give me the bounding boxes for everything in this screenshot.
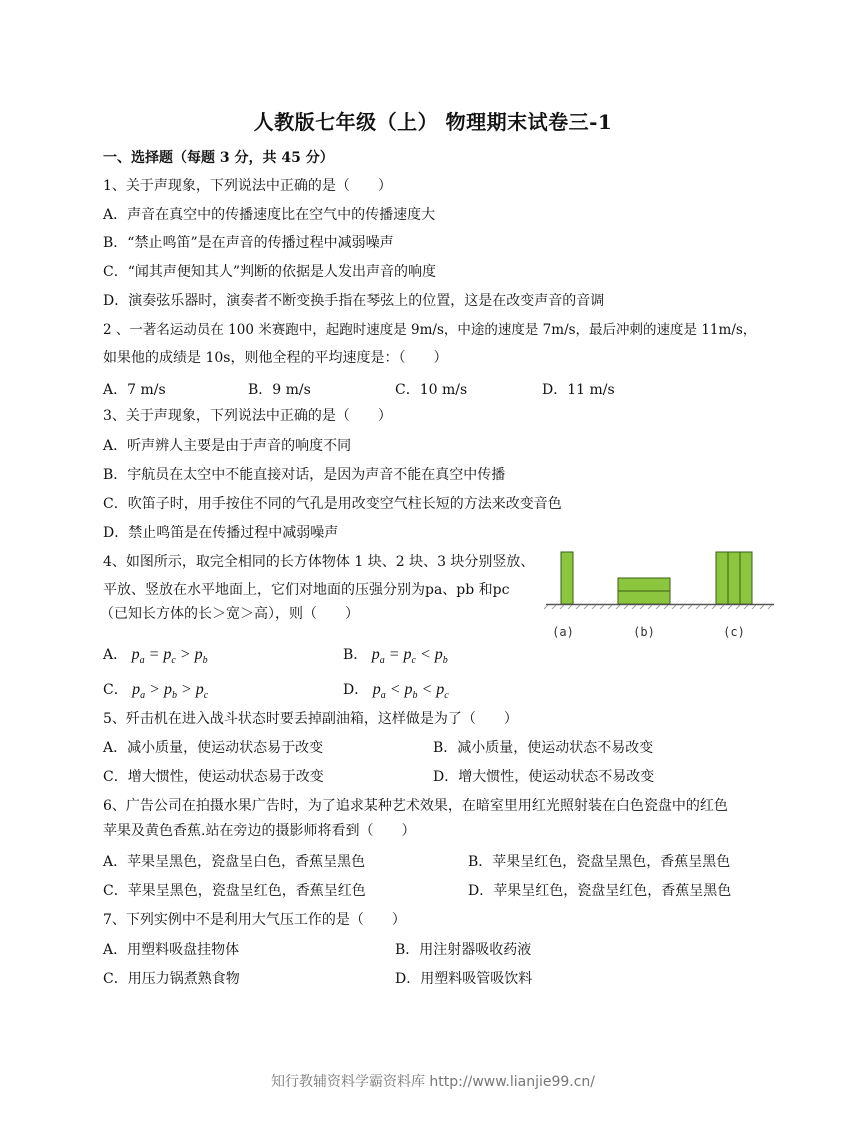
q1-stem: 1、关于声现象，下列说法中正确的是（ ） xyxy=(103,178,392,194)
block-c-1 xyxy=(716,552,728,604)
q6-option-d: D．苹果呈红色，瓷盘呈红色，香蕉呈黑色 xyxy=(468,883,732,899)
q6-option-b: B．苹果呈红色，瓷盘呈黑色，香蕉呈黑色 xyxy=(468,854,731,870)
fig-label-a: (a) xyxy=(552,625,574,639)
q3-option-c: C．吹笛子时，用手按住不同的气孔是用改变空气柱长短的方法来改变音色 xyxy=(103,496,562,512)
q4-option-c: C． $p_a > p_b > p_c$ xyxy=(103,681,209,702)
q4-stem-line2: 平放、竖放在水平地面上，它们对地面的压强分别为pa、pb 和pc xyxy=(103,582,510,598)
q4-stem-line1: 4、如图所示，取完全相同的长方体物体 1 块、2 块、3 块分别竖放、 xyxy=(103,554,535,570)
footer-watermark: 知行教辅资料学霸资料库 http://www.lianjie99.cn/ xyxy=(270,1074,596,1090)
q3-option-d: D．禁止鸣笛是在传播过程中减弱噪声 xyxy=(103,525,339,541)
fig-label-b: (b) xyxy=(633,625,655,639)
q6-option-a: A．苹果呈黑色，瓷盘呈白色，香蕉呈黑色 xyxy=(103,854,366,870)
q6-option-c: C．苹果呈黑色，瓷盘呈红色，香蕉呈红色 xyxy=(103,883,366,899)
section-heading: 一、选择题（每题 3 分，共 45 分） xyxy=(103,150,334,166)
q7-option-c: C．用压力锅煮熟食物 xyxy=(103,971,240,987)
q1-option-d: D．演奏弦乐器时，演奏者不断变换手指在琴弦上的位置，这是在改变声音的音调 xyxy=(103,293,605,309)
q5-option-d: D．增大惯性，使运动状态不易改变 xyxy=(433,769,655,785)
q6-stem-line2: 苹果及黄色香蕉.站在旁边的摄影师将看到（ ） xyxy=(103,823,416,839)
q2-option-a: A．7 m/s xyxy=(103,382,166,398)
q2-stem-line2: 如果他的成绩是 10s，则他全程的平均速度是：（ ） xyxy=(103,350,448,366)
q5-option-c: C．增大惯性，使运动状态易于改变 xyxy=(103,769,324,785)
q3-stem: 3、关于声现象，下列说法中正确的是（ ） xyxy=(103,408,392,424)
q5-option-a: A．减小质量，使运动状态易于改变 xyxy=(103,740,324,756)
q1-option-b: B．“禁止鸣笛”是在声音的传播过程中减弱噪声 xyxy=(103,235,394,251)
fig-label-c: (c) xyxy=(723,625,745,639)
q4-stem-line3: （已知长方体的长＞宽＞高），则（ ） xyxy=(100,606,359,622)
q1-option-a: A．声音在真空中的传播速度比在空气中的传播速度大 xyxy=(103,207,436,223)
page-title: 人教版七年级（上） 物理期末试卷三-1 xyxy=(253,110,613,134)
q4-option-d: D． $p_a < p_b < p_c$ xyxy=(343,681,449,702)
q7-stem: 7、下列实例中不是利用大气压工作的是（ ） xyxy=(103,912,406,928)
q4-option-a: A． $p_a = p_c > p_b$ xyxy=(103,646,208,667)
q6-stem-line1: 6、广告公司在拍摄水果广告时，为了追求某种艺术效果，在暗室里用红光照射装在白色瓷盘中的红色 xyxy=(103,798,728,814)
block-c-2 xyxy=(728,552,740,604)
q3-option-b: B．宇航员在太空中不能直接对话，是因为声音不能在真空中传播 xyxy=(103,467,506,483)
q2-option-c: C．10 m/s xyxy=(395,382,468,398)
q3-option-a: A．听声辨人主要是由于声音的响度不同 xyxy=(103,438,352,454)
q7-option-d: D．用塑料吸管吸饮料 xyxy=(395,971,533,987)
q4-option-b: B． $p_a = p_c < p_b$ xyxy=(343,646,448,667)
block-a xyxy=(561,552,573,604)
q7-option-b: B．用注射器吸收药液 xyxy=(395,942,532,958)
block-c-3 xyxy=(740,552,752,604)
q5-option-b: B．减小质量，使运动状态不易改变 xyxy=(433,740,654,756)
block-b-top xyxy=(618,578,670,591)
q2-stem-line1: 2 、一著名运动员在 100 米赛跑中，起跑时速度是 9m/s，中途的速度是 7m/s，最后冲刺的速度是 11m/s， xyxy=(103,322,757,338)
q2-option-b: B．9 m/s xyxy=(248,382,311,398)
q5-stem: 5、歼击机在进入战斗状态时要丢掉副油箱，这样做是为了（ ） xyxy=(103,711,518,727)
q1-option-c: C．“闻其声便知其人”判断的依据是人发出声音的响度 xyxy=(103,264,437,280)
q7-option-a: A．用塑料吸盘挂物体 xyxy=(103,942,240,958)
block-b-bottom xyxy=(618,591,670,604)
pressure-blocks-figure xyxy=(544,548,776,644)
q2-option-d: D．11 m/s xyxy=(542,382,615,398)
